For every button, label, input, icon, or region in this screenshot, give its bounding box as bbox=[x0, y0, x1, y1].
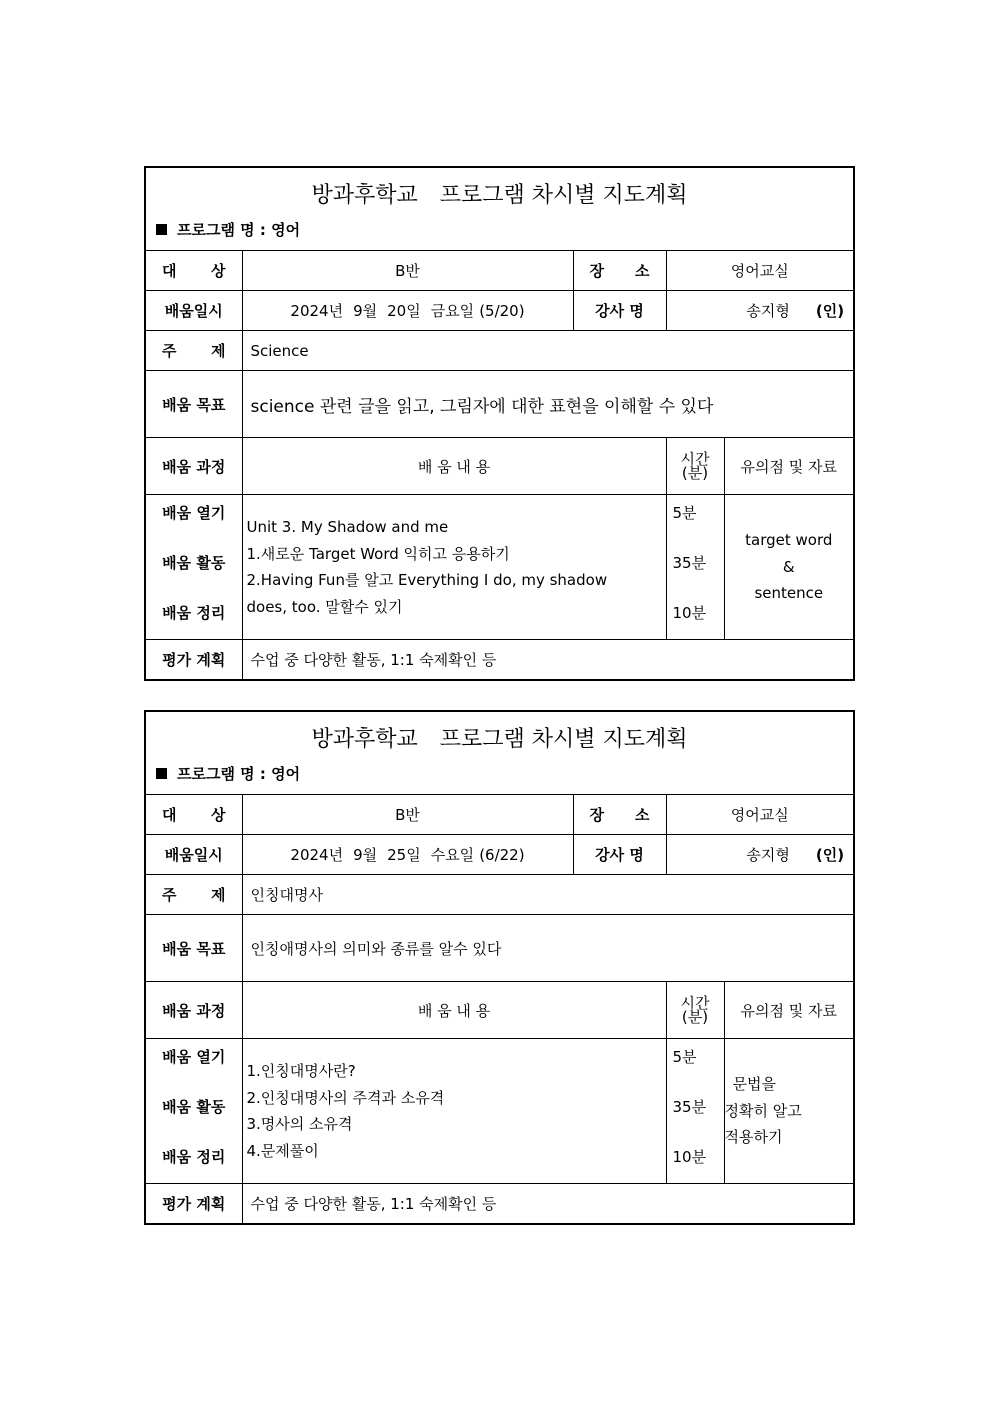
time-cell bbox=[666, 1039, 724, 1184]
title-left: 방과후학교 bbox=[311, 183, 418, 208]
program-name bbox=[156, 763, 300, 784]
plan-header bbox=[145, 167, 854, 251]
date-year: 2024년 bbox=[290, 302, 344, 320]
content-cell bbox=[242, 1039, 666, 1184]
eval-label: 평가 계획 bbox=[145, 640, 242, 680]
notes-line: & bbox=[782, 557, 795, 576]
goal-label: 배움 목표 bbox=[145, 371, 242, 438]
notes-cell bbox=[724, 1039, 854, 1184]
date-value bbox=[242, 835, 573, 875]
time-header-top: 시간 bbox=[680, 450, 710, 468]
program-name bbox=[156, 219, 300, 240]
lesson-plan-table-2 bbox=[144, 710, 855, 1225]
time-cell bbox=[666, 495, 724, 640]
place-value: 영어교실 bbox=[666, 251, 854, 291]
stage-cell bbox=[145, 495, 242, 640]
date-value bbox=[242, 291, 573, 331]
instructor-label: 강사 명 bbox=[573, 835, 666, 875]
date-month: 9월 bbox=[353, 302, 378, 320]
content-line: 2.Having Fun를 알고 Everything I do, my shadow bbox=[246, 571, 608, 589]
stage-opening: 배움 열기 bbox=[162, 1047, 226, 1066]
eval-value: 수업 중 다양한 활동, 1:1 숙제확인 등 bbox=[242, 1184, 854, 1224]
plan-title bbox=[146, 722, 853, 753]
eval-value: 수업 중 다양한 활동, 1:1 숙제확인 등 bbox=[242, 640, 854, 680]
instructor-name: 송지형 bbox=[746, 302, 790, 320]
process-label: 배움 과정 bbox=[145, 982, 242, 1039]
program-label: 프로그램 명 : 영어 bbox=[177, 765, 301, 783]
notes-line: target word bbox=[745, 531, 833, 550]
lesson-plan-table-1 bbox=[144, 166, 855, 681]
stage-opening: 배움 열기 bbox=[162, 503, 226, 522]
program-label: 프로그램 명 : 영어 bbox=[177, 221, 301, 239]
process-label: 배움 과정 bbox=[145, 438, 242, 495]
content-line: 4.문제풀이 bbox=[246, 1141, 319, 1160]
square-bullet-icon bbox=[156, 768, 167, 779]
target-value: B반 bbox=[242, 795, 573, 835]
date-day: 20일 bbox=[387, 302, 421, 320]
date-day: 25일 bbox=[387, 846, 421, 864]
instructor-seal: (인) bbox=[815, 846, 845, 864]
target-value: B반 bbox=[242, 251, 573, 291]
topic-label: 주 제 bbox=[145, 875, 242, 915]
goal-value: science 관련 글을 읽고, 그림자에 대한 표현을 이해할 수 있다 bbox=[242, 371, 854, 438]
time-header-bottom: (분) bbox=[681, 1008, 709, 1026]
notes-line: 문법을 bbox=[732, 1075, 776, 1094]
time-opening: 5분 bbox=[672, 503, 697, 522]
date-label: 배움일시 bbox=[145, 835, 242, 875]
target-label: 대 상 bbox=[145, 251, 242, 291]
content-line: does, too. 말할수 있기 bbox=[246, 597, 403, 616]
title-right: 프로그램 차시별 지도계획 bbox=[439, 183, 688, 208]
notes-header: 유의점 및 자료 bbox=[724, 982, 854, 1039]
date-session: (6/22) bbox=[479, 846, 525, 864]
title-left: 방과후학교 bbox=[311, 727, 418, 752]
goal-label: 배움 목표 bbox=[145, 915, 242, 982]
date-month: 9월 bbox=[353, 846, 378, 864]
stage-closing: 배움 정리 bbox=[162, 1147, 226, 1166]
content-line: 3.명사의 소유격 bbox=[246, 1115, 353, 1133]
content-cell bbox=[242, 495, 666, 640]
time-header bbox=[666, 982, 724, 1039]
time-header-bottom: (분) bbox=[681, 464, 709, 482]
topic-value: 인칭대명사 bbox=[242, 875, 854, 915]
plan-title bbox=[146, 178, 853, 209]
content-header: 배 움 내 용 bbox=[242, 982, 666, 1039]
time-header-top: 시간 bbox=[680, 994, 710, 1012]
topic-value: Science bbox=[242, 331, 854, 371]
date-session: (5/20) bbox=[479, 302, 525, 320]
place-value: 영어교실 bbox=[666, 795, 854, 835]
date-year: 2024년 bbox=[290, 846, 344, 864]
notes-cell bbox=[724, 495, 854, 640]
instructor-label: 강사 명 bbox=[573, 291, 666, 331]
notes-line: 적용하기 bbox=[724, 1128, 783, 1147]
instructor-name: 송지형 bbox=[746, 846, 790, 864]
notes-line: sentence bbox=[754, 584, 824, 603]
eval-label: 평가 계획 bbox=[145, 1184, 242, 1224]
topic-label: 주 제 bbox=[145, 331, 242, 371]
content-line: 1.새로운 Target Word 익히고 응용하기 bbox=[246, 544, 510, 563]
content-line: 2.인칭대명사의 주격과 소유격 bbox=[246, 1088, 445, 1107]
time-opening: 5분 bbox=[672, 1047, 697, 1066]
stage-activity: 배움 활동 bbox=[162, 553, 226, 572]
time-closing: 10분 bbox=[672, 1147, 707, 1166]
instructor-seal: (인) bbox=[815, 302, 845, 320]
notes-header: 유의점 및 자료 bbox=[724, 438, 854, 495]
time-closing: 10분 bbox=[672, 603, 707, 622]
content-line: Unit 3. My Shadow and me bbox=[246, 518, 449, 536]
content-line: 1.인칭대명사란? bbox=[246, 1062, 356, 1080]
content-header: 배 움 내 용 bbox=[242, 438, 666, 495]
stage-closing: 배움 정리 bbox=[162, 603, 226, 622]
time-activity: 35분 bbox=[672, 553, 707, 572]
notes-line: 정확히 알고 bbox=[724, 1101, 802, 1120]
goal-value: 인칭애명사의 의미와 종류를 알수 있다 bbox=[242, 915, 854, 982]
place-label: 장 소 bbox=[573, 251, 666, 291]
title-right: 프로그램 차시별 지도계획 bbox=[439, 727, 688, 752]
instructor-value bbox=[666, 835, 854, 875]
date-weekday: 수요일 bbox=[430, 846, 475, 864]
date-weekday: 금요일 bbox=[430, 302, 475, 320]
stage-cell bbox=[145, 1039, 242, 1184]
stage-activity: 배움 활동 bbox=[162, 1097, 226, 1116]
target-label: 대 상 bbox=[145, 795, 242, 835]
plan-header bbox=[145, 711, 854, 795]
time-header bbox=[666, 438, 724, 495]
date-label: 배움일시 bbox=[145, 291, 242, 331]
time-activity: 35분 bbox=[672, 1097, 707, 1116]
place-label: 장 소 bbox=[573, 795, 666, 835]
square-bullet-icon bbox=[156, 224, 167, 235]
instructor-value bbox=[666, 291, 854, 331]
